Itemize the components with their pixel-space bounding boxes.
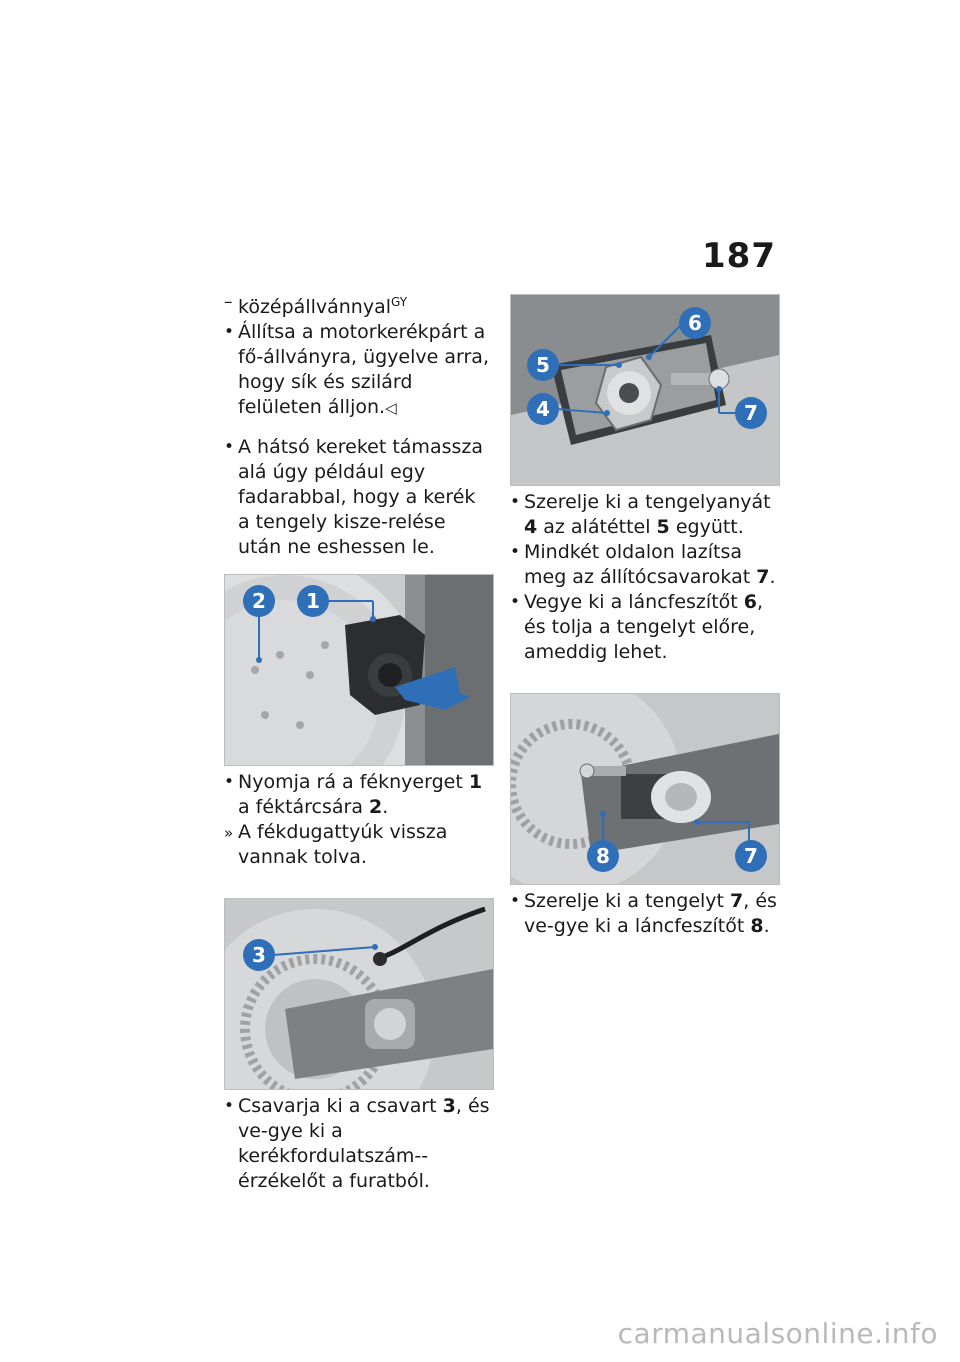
bullet-marker: • xyxy=(224,772,235,792)
step-remove-axle: • Szerelje ki a tengelyt 7, és ve-gye ki a láncfeszítőt 8. xyxy=(510,890,777,937)
axle-nut-illustration xyxy=(511,295,779,485)
label-7: 7 xyxy=(744,401,758,425)
label-8: 8 xyxy=(596,844,610,868)
step-press-caliper: • Nyomja rá a féknyerget 1 a féktárcsára 2. xyxy=(224,771,483,818)
end-mark-icon: ◁ xyxy=(385,399,397,417)
bullet-marker: • xyxy=(224,1096,235,1116)
bullet-marker: • xyxy=(224,322,235,342)
step-loosen-adjusters: • Mindkét oldalon lazítsa meg az állítócsavarokat 7. xyxy=(510,541,776,588)
label-5: 5 xyxy=(536,353,550,377)
dash-marker: – xyxy=(224,292,233,312)
bullet-marker: • xyxy=(510,492,521,512)
photo-axle-nut xyxy=(510,294,780,486)
step-put-on-stand: • Állítsa a motorkerékpárt a fő-állványra, ügyelve arra, hogy sík és szilárd felületen álljon.◁ xyxy=(224,321,489,418)
axle-removal-illustration xyxy=(511,694,779,884)
bullet-marker: • xyxy=(510,891,521,911)
step-remove-axle-nut: • Szerelje ki a tengelyanyát 4 az alátéttel 5 együtt. xyxy=(510,491,771,538)
label-1: 1 xyxy=(306,589,320,613)
label-2: 2 xyxy=(252,589,266,613)
abs-sensor-illustration xyxy=(225,899,493,1089)
bullet-marker: • xyxy=(510,592,521,612)
brake-caliper-illustration xyxy=(225,575,493,765)
label-4: 4 xyxy=(536,397,550,421)
left-column xyxy=(224,290,492,1194)
watermark: carmanualsonline.info xyxy=(617,1317,938,1350)
label-6: 6 xyxy=(688,311,702,335)
label-3: 3 xyxy=(252,943,266,967)
result-marker: » xyxy=(224,824,234,842)
photo-abs-sensor xyxy=(224,898,494,1090)
bullet-marker: • xyxy=(224,437,235,457)
step-support-wheel: • A hátsó kereket támassza alá úgy például egy fadarabbal, hogy a kerék a tengely kisze-relése után ne eshessen le. xyxy=(224,436,483,558)
page-number: 187 xyxy=(702,236,776,276)
bullet-marker: • xyxy=(510,542,521,562)
step-remove-chain-tensioner: • Vegye ki a láncfeszítőt 6, és tolja a tengelyt előre, ameddig lehet. xyxy=(510,591,764,663)
model-code: GY xyxy=(391,295,408,309)
result-pistons-pushed: » A fékdugattyúk vissza vannak tolva. xyxy=(224,821,448,868)
right-column xyxy=(510,294,778,939)
label-7b: 7 xyxy=(744,844,758,868)
photo-brake-caliper xyxy=(224,574,494,766)
step-remove-screw: • Csavarja ki a csavart 3, és ve-gye ki a kerékfordulatszám-érzékelőt a furatból. xyxy=(224,1095,490,1192)
photo-axle-removal xyxy=(510,693,780,885)
intro-dash-line: – középállvánnyal$^{GY}$ xyxy=(224,292,408,318)
